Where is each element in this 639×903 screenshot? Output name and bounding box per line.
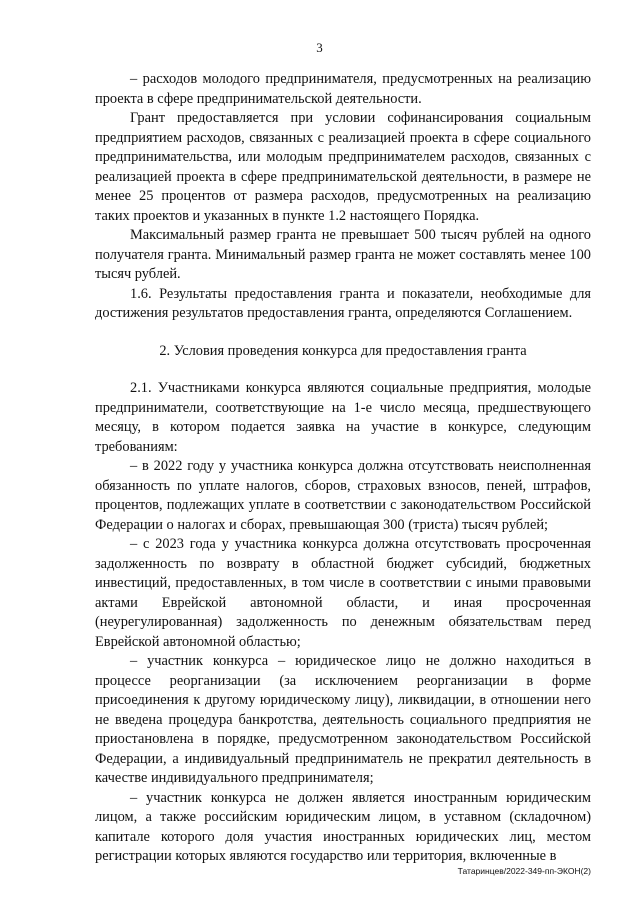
page-number: 3 xyxy=(316,40,323,55)
paragraph: 2.1. Участниками конкурса являются социальные предприятия, молодые предприниматели, соответствующие на 1-е число месяца, предшествующего месяцу, в котором подается заявка на участие в конкурсе, следующим требованиям: xyxy=(95,380,591,455)
paragraph: – в 2022 году у участника конкурса должна отсутствовать неисполненная обязанность по уплате налогов, сборов, страховых взносов, пеней, штрафов, процентов, подлежащих уплате в соответствии с законодательством Российской Федерации о налогах и сборах, превышающая 300 (триста) тысяч рублей; xyxy=(95,458,591,533)
paragraph: – участник конкурса не должен является иностранным юридическим лицом, а также российским юридическим лицом, в уставном (складочном) капитале которого доля участия иностранных юридических лиц, местом регистрации которых являются государство или территория, включенные в xyxy=(95,789,591,864)
footer-document-code: Татаринцев/2022-349-пп-ЭКОН(2) xyxy=(457,866,591,876)
paragraph: 1.6. Результаты предоставления гранта и показатели, необходимые для достижения результатов предоставления гранта, определяются Соглашением. xyxy=(95,285,591,321)
section-heading: 2. Условия проведения конкурса для предоставления гранта xyxy=(159,342,527,359)
paragraph: – расходов молодого предпринимателя, предусмотренных на реализацию проекта в сфере предпринимательской деятельности. xyxy=(95,71,591,107)
document-body xyxy=(95,70,591,867)
paragraph: Максимальный размер гранта не превышает 500 тысяч рублей на одного получателя гранта. Минимальный размер гранта не может составлять менее 100 тысяч рублей. xyxy=(95,227,591,282)
paragraph: – с 2023 года у участника конкурса должна отсутствовать просроченная задолженность по возврату в областной бюджет субсидий, бюджетных инвестиций, предоставленных, в том числе в соответствии с иными правовыми актами Еврейской автономной области, и иная просроченная (неурегулированная) задолженность по денежным обязательствам перед Еврейской автономной областью; xyxy=(95,536,591,650)
paragraph: – участник конкурса – юридическое лицо не должно находиться в процессе реорганизации (за исключением реорганизации в форме присоединения к другому юридическому лицу), ликвидации, в отношении него не введена процедура банкротства, деятельность социального предприятия не приостановлена в порядке, предусмотренном законодательством Российской Федерации, а индивидуальный предприниматель не прекратил деятельность в качестве индивидуального предпринимателя; xyxy=(95,653,591,786)
paragraph: Грант предоставляется при условии софинансирования социальным предприятием расходов, связанных с реализацией проекта в сфере социального предпринимательства, или молодым предпринимателем расходов, связанных с реализацией проекта в сфере предпринимательской деятельности, в размере не менее 25 процентов от размера расходов, предусмотренных на реализацию таких проектов и указанных в пункте 1.2 настоящего Порядка. xyxy=(95,110,591,224)
